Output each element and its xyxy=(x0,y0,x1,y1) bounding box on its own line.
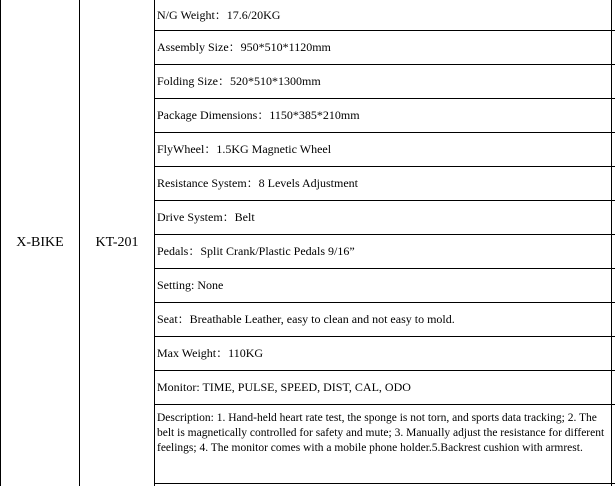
spec-text: FlyWheel：1.5KG Magnetic Wheel xyxy=(157,142,332,156)
row-divider-bottom xyxy=(154,483,615,484)
spec-text: Folding Size：520*510*1300mm xyxy=(157,74,321,88)
table-border-right xyxy=(611,0,612,486)
spec-text: Max Weight：110KG xyxy=(157,346,264,360)
spec-seat xyxy=(155,303,611,336)
spec-drive-system xyxy=(155,201,611,234)
model-cell xyxy=(80,0,154,486)
spec-folding-size xyxy=(155,65,611,98)
spec-text: Package Dimensions：1150*385*210mm xyxy=(157,108,360,122)
spec-text: Monitor: TIME, PULSE, SPEED, DIST, CAL, ODO xyxy=(157,380,411,394)
spec-max-weight xyxy=(155,337,611,370)
model-text: KT-201 xyxy=(95,235,139,250)
spec-monitor xyxy=(155,371,611,404)
brand-cell xyxy=(1,0,79,486)
spec-text: Seat：Breathable Leather, easy to clean and not easy to mold. xyxy=(157,312,455,326)
spec-text: Assembly Size：950*510*1120mm xyxy=(157,40,331,54)
spec-text: Pedals：Split Crank/Plastic Pedals 9/16” xyxy=(157,244,355,258)
spec-text: Setting: None xyxy=(157,278,224,292)
spec-description xyxy=(155,405,611,483)
spec-text: N/G Weight：17.6/20KG xyxy=(157,7,281,22)
spec-resistance-system xyxy=(155,167,611,200)
spec-assembly-size xyxy=(155,31,611,64)
spec-flywheel xyxy=(155,133,611,166)
spec-package-dimensions xyxy=(155,99,611,132)
spec-pedals xyxy=(155,235,611,268)
spec-weight xyxy=(155,0,611,30)
spec-text: Resistance System：8 Levels Adjustment xyxy=(157,176,358,190)
spec-setting xyxy=(155,269,611,302)
spec-text: Description: 1. Hand-held heart rate test, the sponge is not torn, and sports data tracking; 2. The belt is magnetically controlled for safety and mute; 3. Manually adjust the resistance for different feelings; 4. The monitor comes with a mobile phone holder.5.Backrest cushion with armrest. xyxy=(157,412,605,454)
brand-text: X-BIKE xyxy=(16,235,64,250)
spec-text: Drive System：Belt xyxy=(157,210,255,224)
